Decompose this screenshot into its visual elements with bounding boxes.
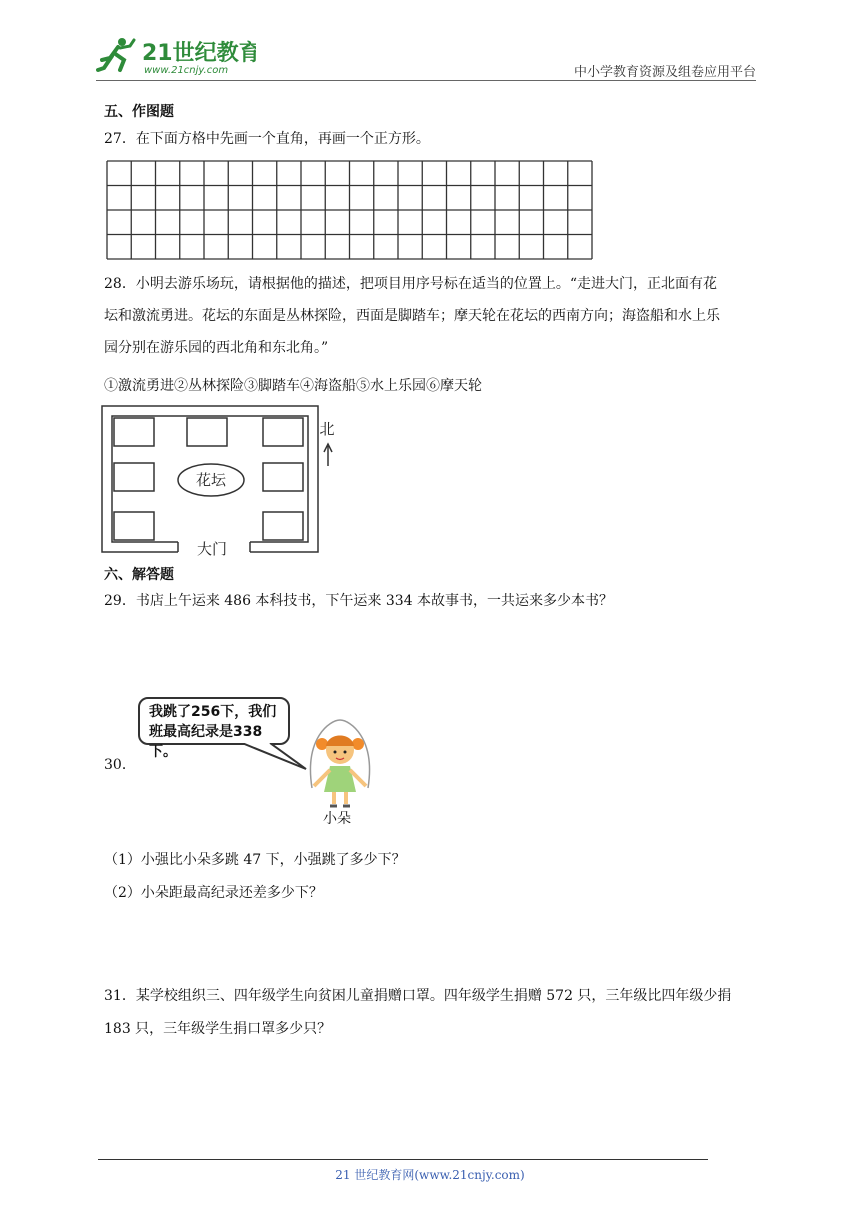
question-31-line1: 31．某学校组织三、四年级学生向贫困儿童捐赠口罩。四年级学生捐赠 572 只，三年级比四年级少捐 — [104, 988, 732, 1004]
slot-top-right — [263, 418, 303, 446]
question-30-part-2: （2）小朵距最高纪录还差多少下？ — [104, 885, 323, 901]
gate-label: 大门 — [196, 540, 228, 558]
flower-bed-label: 花坛 — [195, 471, 227, 489]
site-logo — [96, 34, 256, 78]
speech-bubble — [138, 697, 290, 760]
girl-name-label: 小朵 — [323, 811, 351, 827]
header-divider — [96, 80, 756, 81]
north-label: 北 — [319, 420, 335, 438]
runner-icon — [98, 38, 134, 70]
slot-bottom-right — [263, 512, 303, 540]
question-29: 29．书店上午运来 486 本科技书，下午运来 334 本故事书，一共运来多少本书？ — [104, 593, 614, 609]
platform-title: 中小学教育资源及组卷应用平台 — [573, 65, 756, 80]
speech-line-1: 我跳了256下，我们 — [149, 704, 277, 720]
slot-mid-left — [114, 463, 154, 491]
question-28-options: ①激流勇进②丛林探险③脚踏车④海盗船⑤水上乐园⑥摩天轮 — [104, 378, 482, 394]
question-31-line2: 183 只，三年级学生捐口罩多少只？ — [104, 1021, 332, 1037]
question-28-line3: 园分别在游乐园的西北角和东北角。” — [104, 340, 329, 356]
footer-divider — [98, 1159, 708, 1160]
park-map — [100, 404, 350, 560]
svg-text:www.21cnjy.com: www.21cnjy.com — [144, 65, 229, 76]
question-30-part-1: （1）小强比小朵多跳 47 下，小强跳了多少下？ — [104, 852, 406, 868]
section-5-title: 五、作图题 — [104, 104, 174, 120]
slot-bottom-left — [114, 512, 154, 540]
speech-line-2: 班最高纪录是338下。 — [149, 724, 263, 760]
section-6-title: 六、解答题 — [104, 567, 174, 583]
footer-text: 21 世纪教育网(www.21cnjy.com) — [335, 1168, 525, 1182]
svg-text:21世纪教育: 21世纪教育 — [142, 41, 256, 66]
question-28-line1: 28．小明去游乐场玩，请根据他的描述，把项目用序号标在适当的位置上。“走进大门，正北面有花 — [104, 276, 717, 292]
slot-top-center — [187, 418, 227, 446]
girl-jump-rope-illustration — [300, 718, 380, 810]
question-27: 27．在下面方格中先画一个直角，再画一个正方形。 — [104, 131, 430, 147]
question-30-number: 30． — [104, 757, 136, 773]
slot-top-left — [114, 418, 154, 446]
slot-mid-right — [263, 463, 303, 491]
drawing-grid[interactable] — [106, 160, 593, 260]
question-28-line2: 坛和激流勇进。花坛的东面是丛林探险，西面是脚踏车；摩天轮在花坛的西南方向；海盗船和水上乐 — [104, 308, 720, 324]
